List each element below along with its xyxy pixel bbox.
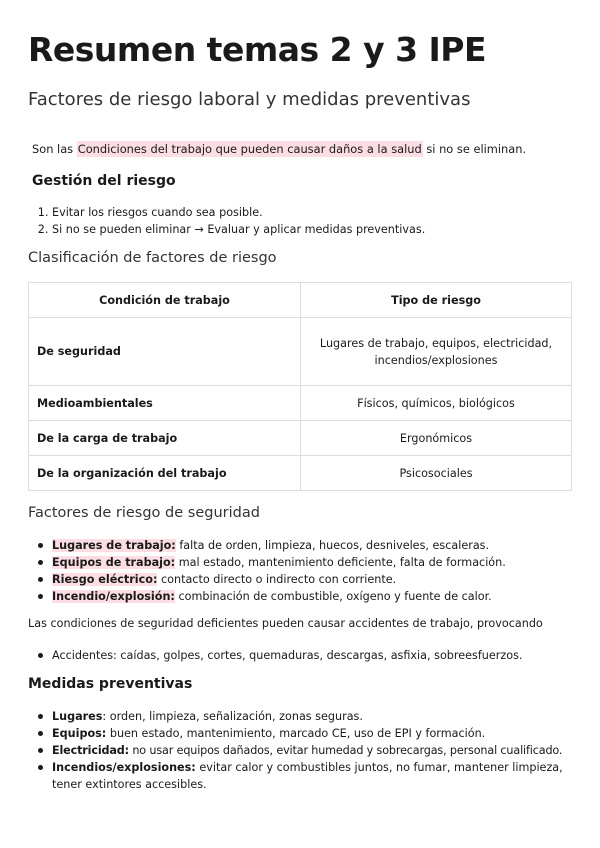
item-key: Equipos de trabajo: bbox=[52, 556, 176, 569]
table-row bbox=[29, 421, 572, 456]
medidas-heading: Medidas preventivas bbox=[28, 676, 193, 692]
item-text: contacto directo o indirecto con corriente. bbox=[157, 573, 397, 586]
cell-tipo: Ergonómicos bbox=[301, 421, 572, 456]
column-header-tipo: Tipo de riesgo bbox=[301, 283, 572, 318]
item-key: Incendio/explosión: bbox=[52, 590, 175, 603]
item-key: Electricidad: bbox=[52, 744, 129, 757]
list-item bbox=[52, 725, 574, 742]
clasificacion-heading: Clasificación de factores de riesgo bbox=[28, 250, 277, 266]
medidas-list bbox=[28, 708, 574, 793]
gestion-step: 1. Evitar los riesgos cuando sea posible. bbox=[52, 204, 425, 221]
intro-text-before: Son las bbox=[32, 142, 77, 156]
cell-condicion: De la organización del trabajo bbox=[29, 456, 301, 491]
item-text: mal estado, mantenimiento deficiente, falta de formación. bbox=[175, 556, 506, 569]
table-row bbox=[29, 456, 572, 491]
item-key: Riesgo eléctrico: bbox=[52, 573, 158, 586]
list-item bbox=[52, 708, 574, 725]
cell-tipo: Lugares de trabajo, equipos, electricidad, incendios/explosiones bbox=[301, 318, 572, 386]
item-text: falta de orden, limpieza, huecos, desniveles, escaleras. bbox=[175, 539, 490, 552]
cell-tipo: Físicos, químicos, biológicos bbox=[301, 386, 572, 421]
risk-classification-table bbox=[28, 282, 572, 491]
item-text: buen estado, mantenimiento, marcado CE, uso de EPI y formación. bbox=[106, 727, 486, 740]
document-title: Resumen temas 2 y 3 IPE bbox=[28, 30, 487, 69]
intro-highlight: Condiciones del trabajo que pueden causar daños a la salud bbox=[77, 142, 422, 156]
list-item bbox=[52, 554, 506, 571]
list-item: Accidentes: caídas, golpes, cortes, quemaduras, descargas, asfixia, sobreesfuerzos. bbox=[52, 649, 523, 662]
table-row bbox=[29, 386, 572, 421]
intro-paragraph bbox=[32, 142, 526, 156]
cell-condicion: Medioambientales bbox=[29, 386, 301, 421]
item-text: no usar equipos dañados, evitar humedad y sobrecargas, personal cualificado. bbox=[128, 744, 563, 757]
cell-condicion: De la carga de trabajo bbox=[29, 421, 301, 456]
gestion-heading: Gestión del riesgo bbox=[32, 173, 176, 189]
cell-condicion: De seguridad bbox=[29, 318, 301, 386]
accidentes-list bbox=[28, 647, 522, 664]
item-text: combinación de combustible, oxígeno y fuente de calor. bbox=[174, 590, 492, 603]
column-header-condicion: Condición de trabajo bbox=[29, 283, 301, 318]
table-header-row bbox=[29, 283, 572, 318]
item-text: evitar calor y combustibles juntos, no fumar, mantener limpieza, tener extintores accesibles. bbox=[52, 761, 563, 791]
gestion-step: 2. Si no se pueden eliminar → Evaluar y aplicar medidas preventivas. bbox=[52, 221, 425, 238]
seguridad-paragraph: Las condiciones de seguridad deficientes pueden causar accidentes de trabajo, provocando bbox=[28, 617, 543, 630]
item-text: : orden, limpieza, señalización, zonas seguras. bbox=[102, 710, 363, 723]
table-row bbox=[29, 318, 572, 386]
list-item bbox=[52, 588, 506, 605]
seguridad-list bbox=[28, 537, 506, 605]
list-item bbox=[52, 759, 574, 793]
item-key: Lugares de trabajo: bbox=[52, 539, 176, 552]
item-key: Incendios/explosiones: bbox=[52, 761, 196, 774]
item-key: Equipos: bbox=[52, 727, 107, 740]
item-key: Lugares bbox=[52, 710, 103, 723]
list-item bbox=[52, 742, 574, 759]
intro-text-after: si no se eliminan. bbox=[422, 142, 527, 156]
gestion-steps-list bbox=[28, 204, 425, 238]
list-item bbox=[52, 571, 506, 588]
list-item bbox=[52, 537, 506, 554]
document-subtitle: Factores de riesgo laboral y medidas preventivas bbox=[28, 89, 471, 110]
cell-tipo: Psicosociales bbox=[301, 456, 572, 491]
seguridad-heading: Factores de riesgo de seguridad bbox=[28, 505, 260, 521]
